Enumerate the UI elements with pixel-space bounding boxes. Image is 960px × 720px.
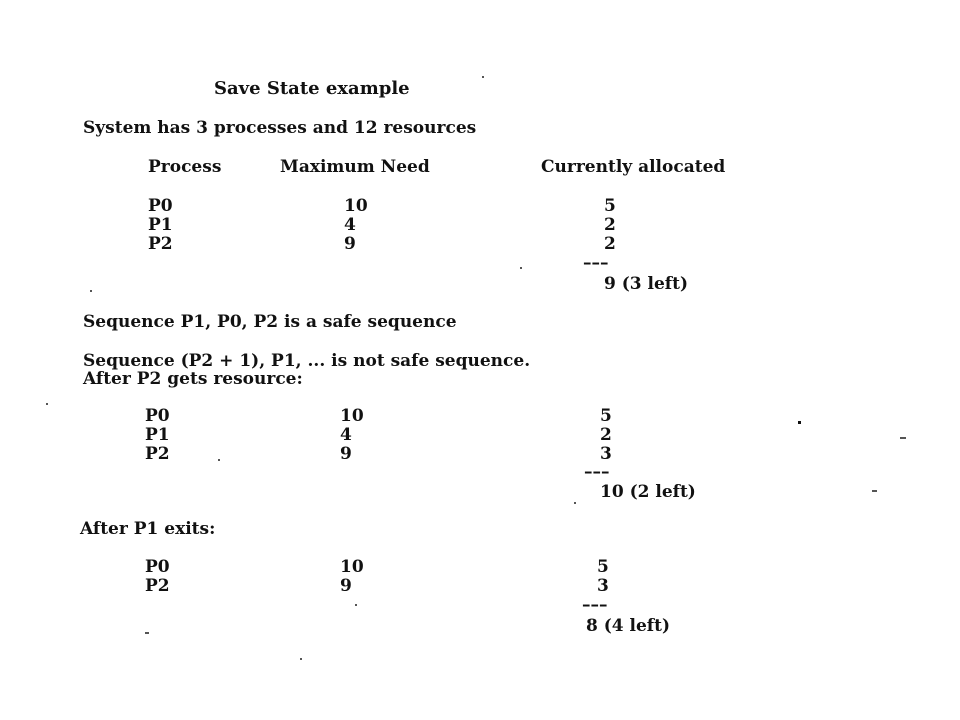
t3-row0-process: P0 [145, 557, 170, 577]
t3-sum-rule: ––– [582, 595, 608, 615]
t1-row1-alloc: 2 [604, 215, 616, 235]
t2-row2-max: 9 [340, 444, 352, 464]
t3-row1-process: P2 [145, 576, 170, 596]
intro-text: System has 3 processes and 12 resources [83, 118, 477, 138]
t2-row1-max: 4 [340, 425, 352, 445]
page-title: Save State example [214, 78, 410, 99]
t1-total: 9 (3 left) [604, 274, 689, 294]
t1-row1-process: P1 [148, 215, 173, 235]
header-process: Process [148, 157, 222, 177]
t1-row2-alloc: 2 [604, 234, 616, 254]
t1-row0-process: P0 [148, 196, 173, 216]
t2-row2-process: P2 [145, 444, 170, 464]
t2-row1-alloc: 2 [600, 425, 612, 445]
t2-row1-process: P1 [145, 425, 170, 445]
header-max-need: Maximum Need [280, 157, 430, 177]
t2-row0-max: 10 [340, 406, 364, 426]
t1-row0-alloc: 5 [604, 196, 616, 216]
t1-row1-max: 4 [344, 215, 356, 235]
t2-row2-alloc: 3 [600, 444, 612, 464]
after-p2-heading: After P2 gets resource: [83, 369, 303, 389]
unsafe-sequence-text: Sequence (P2 + 1), P1, ... is not safe sequence. [83, 351, 531, 371]
t2-sum-rule: ––– [584, 462, 610, 482]
t2-row0-process: P0 [145, 406, 170, 426]
t3-row1-max: 9 [340, 576, 352, 596]
t3-total: 8 (4 left) [586, 616, 671, 636]
t3-row1-alloc: 3 [597, 576, 609, 596]
t1-row2-process: P2 [148, 234, 173, 254]
safe-sequence-text: Sequence P1, P0, P2 is a safe sequence [83, 312, 457, 332]
t2-total: 10 (2 left) [600, 482, 696, 502]
t1-row0-max: 10 [344, 196, 368, 216]
t3-row0-alloc: 5 [597, 557, 609, 577]
t2-row0-alloc: 5 [600, 406, 612, 426]
header-allocated: Currently allocated [541, 157, 726, 177]
t1-row2-max: 9 [344, 234, 356, 254]
t1-sum-rule: ––– [583, 253, 609, 273]
t3-row0-max: 10 [340, 557, 364, 577]
after-p1-heading: After P1 exits: [80, 519, 216, 539]
